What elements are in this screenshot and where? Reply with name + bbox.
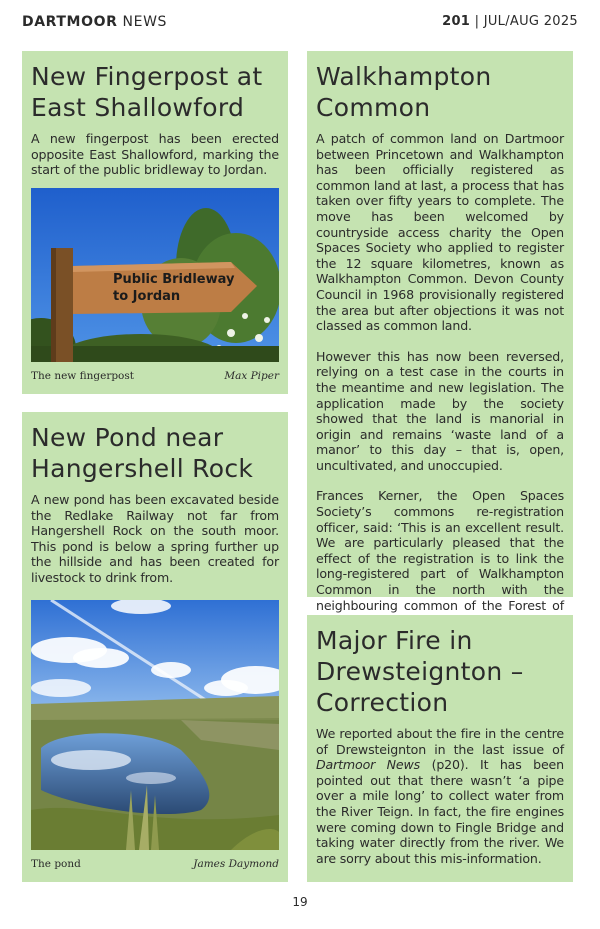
publication-reference: Dartmoor News: [316, 757, 421, 773]
caption-text: The new fingerpost: [31, 369, 134, 382]
article-fingerpost: [22, 51, 288, 394]
article-paragraph-2: However this has now been reversed, relying on a test case in the courts in the meantime and new legislation. The application made by the society showed that the land is manorial in origin and remains ‘waste land of a manor’ to this day – that is, open, uncultivated, and unoccupied.: [316, 348, 564, 473]
fingerpost-photo: [31, 188, 279, 362]
article-body: A new fingerpost has been erected opposite East Shallowford, marking the start of the public bridleway to Jordan.: [31, 131, 279, 178]
article-title: New Fingerpost at East Shallowford: [31, 62, 263, 122]
article-walkhampton: [307, 51, 573, 613]
page-number: 19: [292, 895, 308, 909]
sign-text-line2: to Jordan: [113, 288, 181, 304]
photo-credit: Max Piper: [224, 369, 279, 382]
fingerpost-illustration: [31, 188, 279, 362]
pond-illustration: [31, 600, 279, 850]
sign-text-line1: Public Bridleway: [113, 271, 235, 287]
issue-date: JUL/AUG 2025: [483, 14, 578, 29]
article-title: New Pond near Hangershell Rock: [31, 423, 254, 483]
article-body: A new pond has been excavated beside the Redlake Railway not far from Hangershell Rock on the south moor. This pond is below a spring further up the hillside and has been created for livestock to drink from.: [31, 492, 279, 585]
page-header: [22, 14, 578, 34]
article-fire-correction: [307, 615, 573, 882]
article-title: Walkhampton Common: [316, 62, 492, 122]
article-title: Major Fire in Drewsteignton – Correction: [316, 626, 524, 717]
issue-info: [442, 14, 578, 29]
article-body: [316, 726, 564, 866]
body-text-start: We reported about the fire in the centre of Drewsteignton in the last issue of: [316, 726, 564, 757]
article-paragraph-3: Frances Kerner, the Open Spaces Society’s commons re-registration officer, said: ‘This is an excellent result. We are particularly pleased that the effect of the registration is to link the long-registered part of Walkhampton Common in the north with the neighbouring common of the Forest of: [316, 488, 564, 613]
photo-credit: James Daymond: [193, 857, 279, 870]
photo-caption: [31, 858, 279, 874]
caption-text: The pond: [31, 857, 81, 870]
pond-photo: [31, 600, 279, 850]
publication-name-bold: DARTMOOR: [22, 14, 118, 30]
photo-caption: [31, 370, 279, 386]
issue-separator: |: [474, 14, 480, 29]
issue-number: 201: [442, 14, 471, 29]
publication-name-light: NEWS: [122, 14, 167, 30]
article-paragraph-1: A patch of common land on Dartmoor between Princetown and Walkhampton has been officially registered as common land at last, a process that has taken over fifty years to complete. The move has been welcomed by countryside access charity the Open Spaces Society who applied to register the 12 square kilometres, known as Walkhampton Common. Devon County Council in 1968 provisionally registered the area but after objections it was not classed as common land.: [316, 131, 564, 334]
publication-name: [22, 14, 167, 30]
article-pond: [22, 412, 288, 882]
body-text-end: (p20). It has been pointed out that there wasn’t ‘a pipe over a mile long’ to collect water from the River Teign. In fact, the fire engines were coming down to Fingle Bridge and taking water directly from the river. We are sorry about this mis-information.: [316, 757, 564, 866]
